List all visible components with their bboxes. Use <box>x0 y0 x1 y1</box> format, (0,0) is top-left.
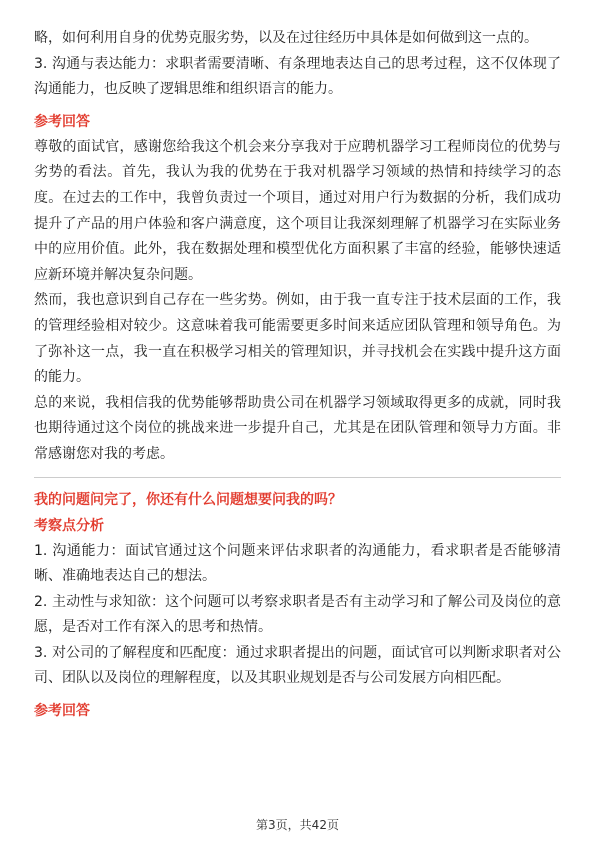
answer-paragraph: 总的来说，我相信我的优势能够帮助贵公司在机器学习领域取得更多的成就，同时我也期待通过这个岗位的挑战来进一步提升自己，尤其是在团队管理和领导力方面。非常感谢您对我的考虑。 <box>34 394 561 462</box>
section-divider <box>34 477 561 478</box>
answer-paragraph: 然而，我也意识到自己存在一些劣势。例如，由于我一直专注于技术层面的工作，我的管理经验相对较少。这意味着我可能需要更多时间来适应团队管理和领导角色。为了弥补这一点，我一直在积极学习相关的管理知识，并寻找机会在实践中提升这方面的能力。 <box>34 292 561 386</box>
paragraph: 3. 沟通与表达能力：求职者需要清晰、有条理地表达自己的思考过程，这不仅体现了沟通能力，也反映了逻辑思维和组织语言的能力。 <box>34 55 561 98</box>
page-number: 第3页，共42页 <box>256 818 339 832</box>
answer-heading: 参考回答 <box>34 703 90 720</box>
analysis-item: 1. 沟通能力：面试官通过这个问题来评估求职者的沟通能力，看求职者是否能够清晰、准确地表达自己的想法。 <box>34 542 561 585</box>
question-title: 我的问题问完了，你还有什么问题想要问我的吗？ <box>34 491 342 508</box>
analysis-heading: 考察点分析 <box>34 517 104 534</box>
answer-paragraph: 尊敬的面试官，感谢您给我这个机会来分享我对于应聘机器学习工程师岗位的优势与劣势的看法。首先，我认为我的优势在于我对机器学习领域的热情和持续学习的态度。在过去的工作中，我曾负责过一个项目，通过对用户行为数据的分析，我们成功提升了产品的用户体验和客户满意度，这个项目让我深刻理解了机器学习在实际业务中的应用价值。此外，我在数据处理和模型优化方面积累了丰富的经验，能够快速适应新环境并解决复杂问题。 <box>34 138 561 283</box>
paragraph: 略，如何利用自身的优势克服劣势，以及在过往经历中具体是如何做到这一点的。 <box>34 30 538 46</box>
analysis-item: 2. 主动性与求知欲：这个问题可以考察求职者是否有主动学习和了解公司及岗位的意愿，是否对工作有深入的思考和热情。 <box>34 593 561 636</box>
document-page <box>34 26 561 724</box>
analysis-item: 3. 对公司的了解程度和匹配度：通过求职者提出的问题，面试官可以判断求职者对公司、团队以及岗位的理解程度，以及其职业规划是否与公司发展方向相匹配。 <box>34 644 561 687</box>
answer-heading: 参考回答 <box>34 113 90 130</box>
